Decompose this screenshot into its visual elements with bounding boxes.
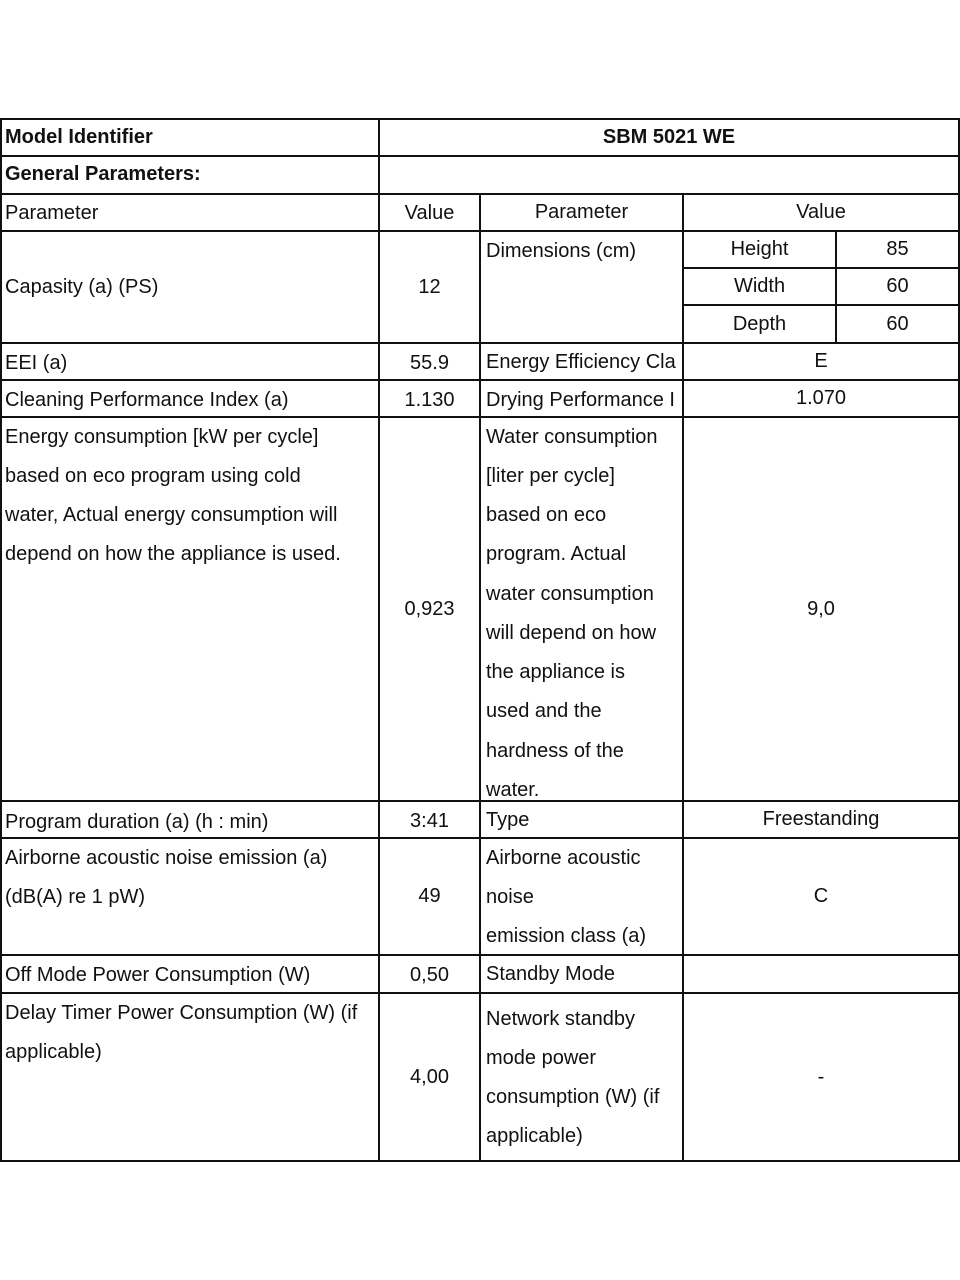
network-standby-line: mode power — [486, 1047, 597, 1069]
width-label: Width — [733, 275, 786, 297]
column-header-value: Value — [404, 202, 455, 224]
height-label: Height — [730, 238, 789, 260]
column-header-parameter-right: Parameter — [534, 201, 629, 223]
noise-class-line: emission class (a) — [486, 925, 647, 947]
water-consumption-line: [liter per cycle] — [486, 465, 615, 487]
drying-performance-label: Drying Performance I — [486, 389, 675, 411]
noise-class-label — [481, 839, 682, 954]
noise-emission-label — [0, 839, 378, 954]
network-standby-value: - — [817, 1065, 825, 1088]
eei-value: 55.9 — [410, 352, 449, 374]
capacity-label: Capasity (a) (PS) — [5, 275, 159, 298]
program-duration-value: 3:41 — [410, 810, 449, 832]
type-value: Freestanding — [762, 808, 880, 830]
noise-emission-line: (dB(A) re 1 pW) — [5, 886, 146, 908]
capacity-value: 12 — [418, 275, 441, 298]
off-mode-label: Off Mode Power Consumption (W) — [5, 964, 311, 986]
water-consumption-line: Water consumption — [486, 426, 658, 448]
dimensions-label: Dimensions (cm) — [486, 240, 637, 262]
type-label: Type — [486, 809, 530, 831]
delay-timer-value: 4,00 — [410, 1065, 449, 1088]
energy-consumption-line: depend on how the appliance is used. — [5, 543, 341, 565]
column-header-value-right: Value — [796, 201, 846, 223]
water-consumption-line: used and the — [486, 700, 602, 722]
water-consumption-line: will depend on how — [486, 622, 657, 644]
noise-emission-line: Airborne acoustic noise emission (a) — [5, 847, 328, 869]
network-standby-label — [481, 994, 682, 1160]
energy-consumption-line: Energy consumption [kW per cycle] — [5, 426, 319, 448]
energy-consumption-line: water, Actual energy consumption will — [5, 504, 338, 526]
network-standby-line: consumption (W) (if — [486, 1086, 660, 1108]
delay-timer-line: Delay Timer Power Consumption (W) (if — [5, 1002, 358, 1024]
energy-consumption-label — [0, 418, 378, 800]
column-header-parameter: Parameter — [5, 202, 99, 224]
cleaning-performance-value: 1.130 — [404, 389, 455, 411]
width-value: 60 — [886, 275, 909, 297]
water-consumption-line: program. Actual — [486, 543, 627, 565]
noise-class-line: noise — [486, 886, 534, 908]
water-consumption-line: water consumption — [486, 583, 654, 605]
energy-efficiency-class-label: Energy Efficiency Cla — [486, 351, 676, 373]
noise-class-line: Airborne acoustic — [486, 847, 641, 869]
network-standby-line: Network standby — [486, 1008, 635, 1030]
energy-efficiency-class-value: E — [814, 350, 828, 372]
water-consumption-line: water. — [486, 779, 540, 800]
eei-label: EEI (a) — [5, 352, 68, 374]
depth-label: Depth — [732, 313, 787, 335]
general-parameters-heading: General Parameters: — [5, 163, 201, 185]
delay-timer-label — [0, 994, 378, 1160]
off-mode-value: 0,50 — [410, 964, 449, 986]
model-identifier-value: SBM 5021 WE — [602, 126, 736, 148]
standby-mode-label: Standby Mode — [486, 963, 615, 985]
network-standby-line: applicable) — [486, 1125, 583, 1147]
cleaning-performance-label: Cleaning Performance Index (a) — [5, 389, 289, 411]
height-value: 85 — [886, 238, 909, 260]
water-consumption-line: the appliance is — [486, 661, 625, 683]
water-consumption-label — [481, 418, 682, 800]
noise-class-value: C — [813, 885, 829, 907]
model-identifier-label: Model Identifier — [5, 126, 153, 148]
water-consumption-value: 9,0 — [807, 597, 835, 620]
standby-mode-value — [684, 956, 958, 992]
drying-performance-value: 1.070 — [795, 387, 847, 409]
energy-consumption-line: based on eco program using cold — [5, 465, 301, 487]
depth-value: 60 — [886, 313, 909, 335]
program-duration-label: Program duration (a) (h : min) — [5, 811, 269, 833]
noise-emission-value: 49 — [418, 885, 441, 907]
product-fiche-table — [0, 118, 960, 1162]
water-consumption-line: hardness of the — [486, 740, 624, 762]
delay-timer-line: applicable) — [5, 1041, 102, 1063]
water-consumption-line: based on eco — [486, 504, 607, 526]
energy-consumption-value: 0,923 — [404, 597, 455, 620]
